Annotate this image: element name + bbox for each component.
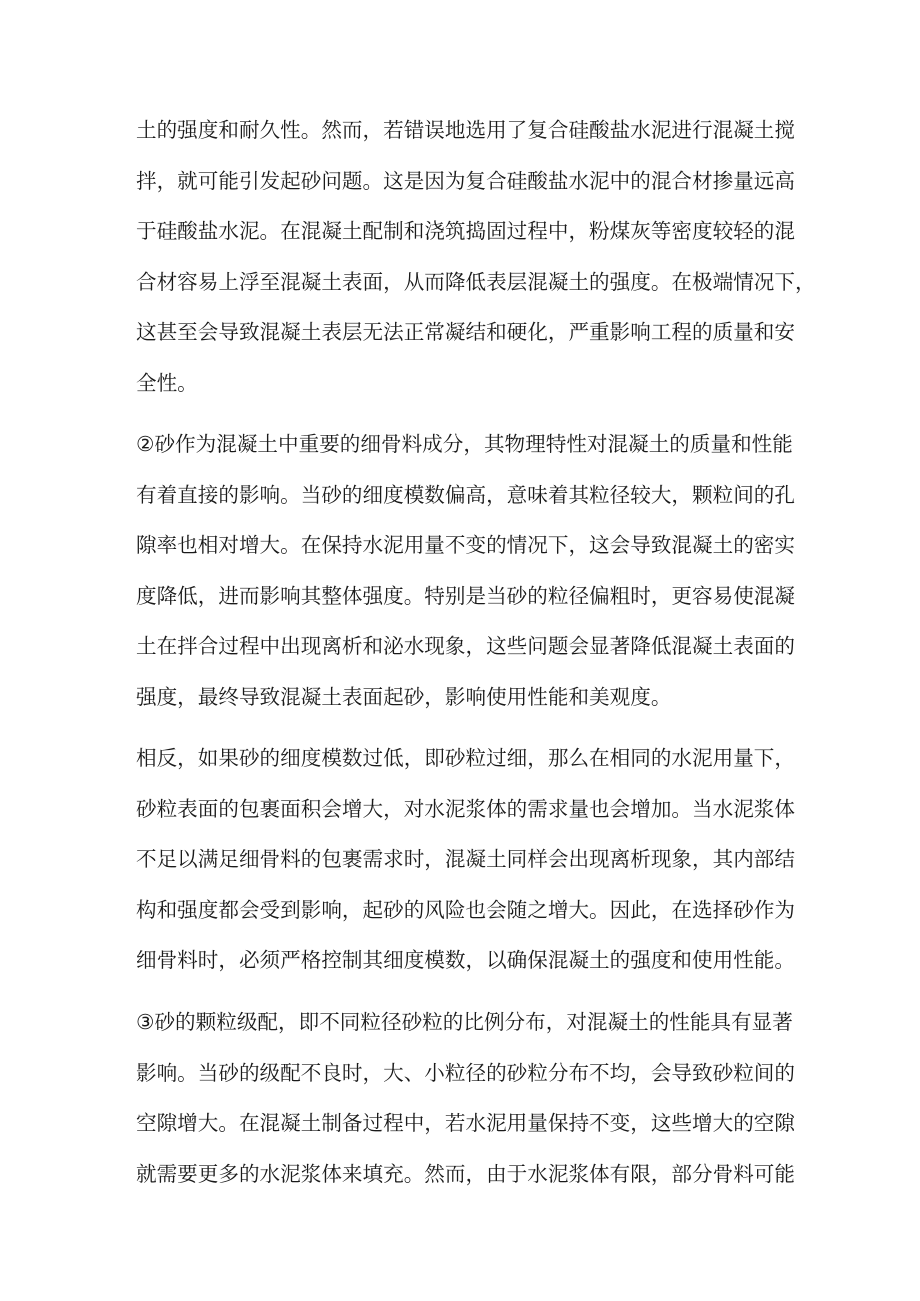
text-line: 空隙增大。在混凝土制备过程中，若水泥用量保持不变，这些增大的空隙: [136, 1111, 795, 1135]
text-line: ③砂的颗粒级配，即不同粒径砂粒的比例分布，对混凝土的性能具有显著: [136, 1010, 793, 1034]
text-line: 土的强度和耐久性。然而，若错误地选用了复合硅酸盐水泥进行混凝土搅: [136, 118, 795, 142]
text-line: 全性。: [136, 371, 198, 395]
text-line: 构和强度都会受到影响，起砂的风险也会随之增大。因此，在选择砂作为: [136, 898, 795, 922]
text-line: 有着直接的影响。当砂的细度模数偏高，意味着其粒径较大，颗粒间的孔: [136, 483, 795, 507]
text-line: 这甚至会导致混凝土表层无法正常凝结和硬化，严重影响工程的质量和安: [136, 320, 795, 344]
text-line: 隙率也相对增大。在保持水泥用量不变的情况下，这会导致混凝土的密实: [136, 533, 795, 557]
text-line: 砂粒表面的包裹面积会增大，对水泥浆体的需求量也会增加。当水泥浆体: [136, 797, 795, 821]
text-line: 就需要更多的水泥浆体来填充。然而，由于水泥浆体有限，部分骨料可能: [136, 1162, 795, 1186]
text-line: 合材容易上浮至混凝土表面，从而降低表层混凝土的强度。在极端情况下，: [136, 270, 816, 294]
text-line: ②砂作为混凝土中重要的细骨料成分，其物理特性对混凝土的质量和性能: [136, 432, 793, 456]
text-line: 相反，如果砂的细度模数过低，即砂粒过细，那么在相同的水泥用量下，: [136, 746, 795, 770]
text-line: 度降低，进而影响其整体强度。特别是当砂的粒径偏粗时，更容易使混凝: [136, 584, 795, 608]
text-line: 影响。当砂的级配不良时，大、小粒径的砂粒分布不均，会导致砂粒间的: [136, 1061, 795, 1085]
text-line: 强度，最终导致混凝土表面起砂，影响使用性能和美观度。: [136, 685, 672, 709]
text-line: 土在拌合过程中出现离析和泌水现象，这些问题会显著降低混凝土表面的: [136, 634, 795, 658]
text-line: 不足以满足细骨料的包裹需求时，混凝土同样会出现离析现象，其内部结: [136, 847, 795, 871]
text-line: 于硅酸盐水泥。在混凝土配制和浇筑捣固过程中，粉煤灰等密度较轻的混: [136, 219, 795, 243]
text-line: 拌，就可能引发起砂问题。这是因为复合硅酸盐水泥中的混合材掺量远高: [136, 169, 795, 193]
text-line: 细骨料时，必须严格控制其细度模数，以确保混凝土的强度和使用性能。: [136, 948, 795, 972]
